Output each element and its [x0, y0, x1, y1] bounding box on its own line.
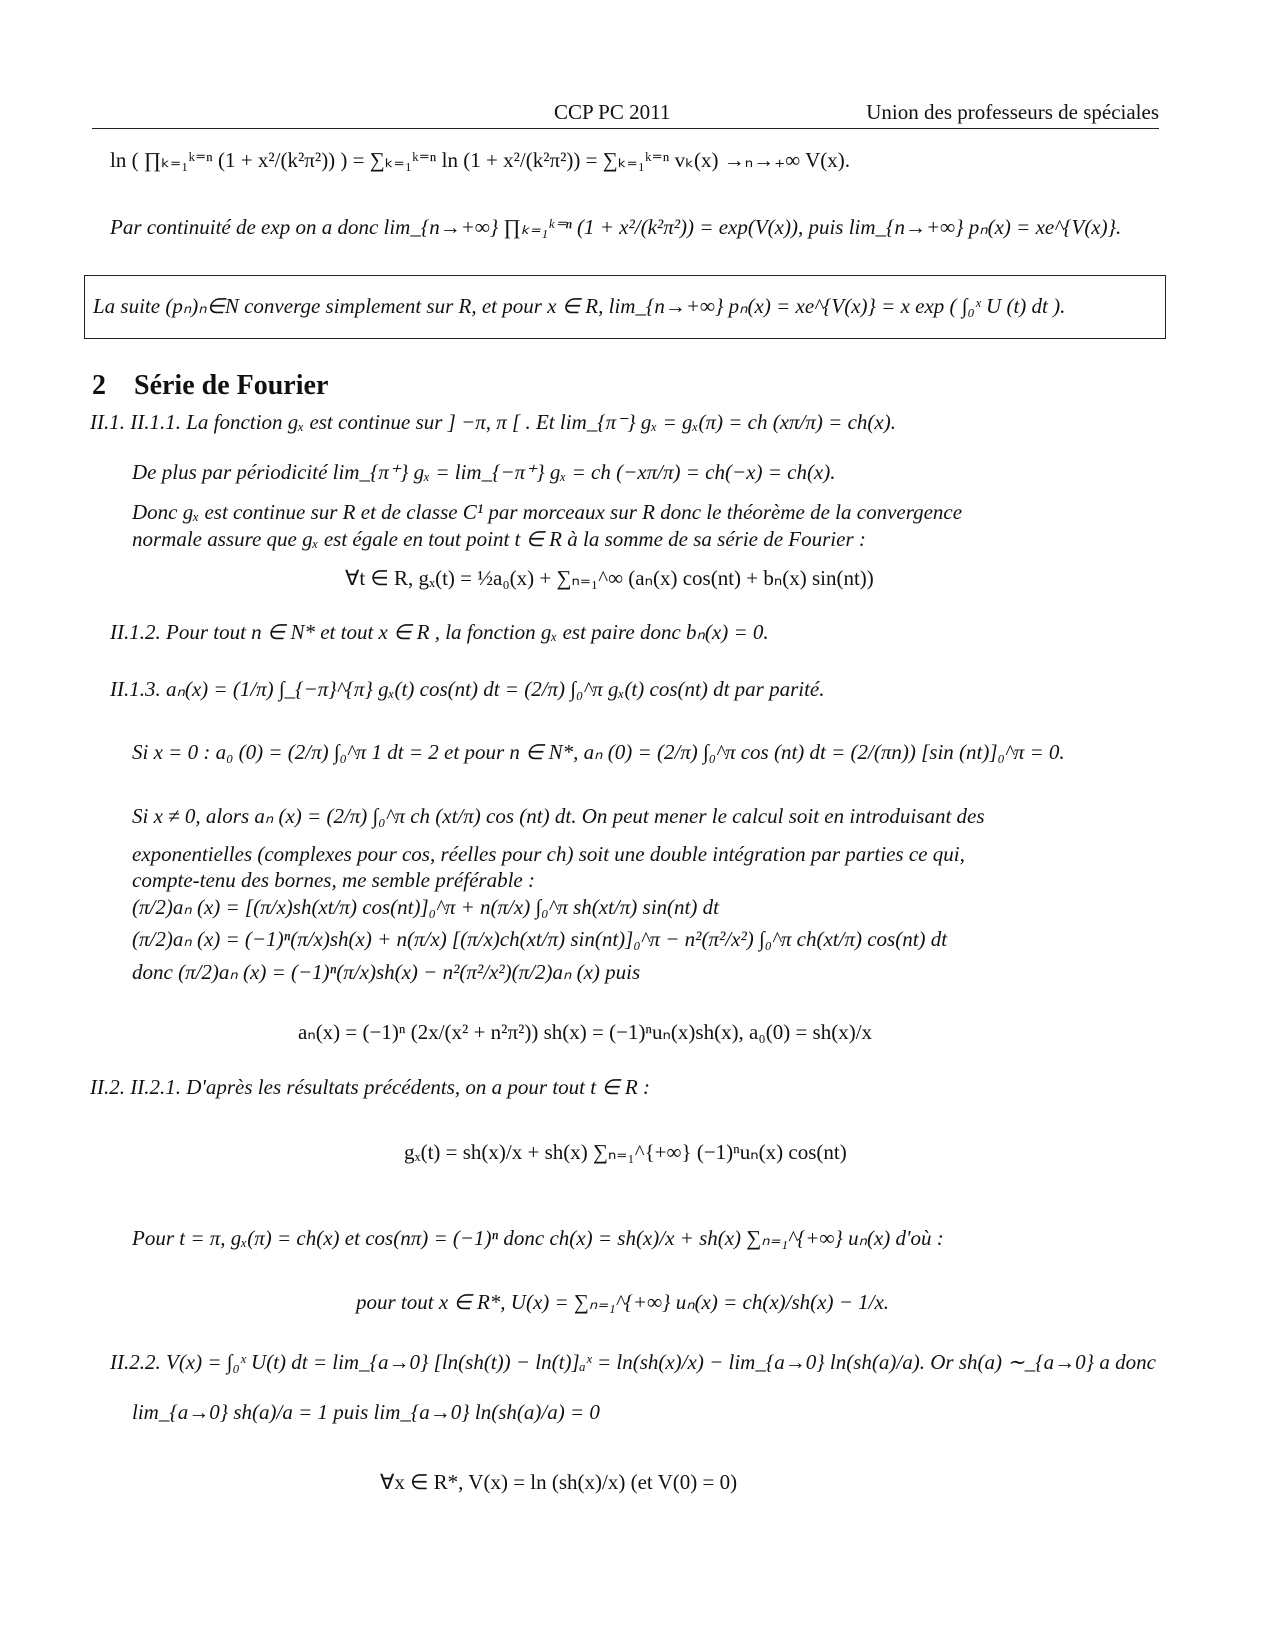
equation-fourier-series: ∀t ∈ R, gₓ(t) = ½a₀(x) + ∑ₙ₌₁^∞ (aₙ(x) cos(nt) + bₙ(x) sin(nt)) [345, 566, 874, 590]
text-case-x-zero: Si x = 0 : a₀ (0) = (2/π) ∫₀^π 1 dt = 2 et pour n ∈ N*, aₙ (0) = (2/π) ∫₀^π cos (nt) dt = (2/(πn)) [sin (nt)]₀^π = 0. [132, 740, 1065, 764]
equation-ipp-3: donc (π/2)aₙ (x) = (−1)ⁿ(π/x)sh(x) − n²(π²/x²)(π/2)aₙ (x) puis [132, 960, 641, 984]
result-box [84, 275, 1166, 339]
text-case-x-nonzero: Si x ≠ 0, alors aₙ (x) = (2/π) ∫₀^π ch (xt/π) cos (nt) dt. On peut mener le calcul soit en introduisant des [132, 804, 985, 828]
text-normal-convergence: normale assure que gₓ est égale en tout point t ∈ R à la somme de sa série de Fourier : [132, 527, 866, 551]
text-limit-sh: lim_{a→0} sh(a)/a = 1 puis lim_{a→0} ln(sh(a)/a) = 0 [132, 1400, 600, 1424]
equation-V-result: ∀x ∈ R*, V(x) = ln (sh(x)/x) (et V(0) = 0) [380, 1470, 738, 1494]
text-II-2-2: II.2.2. V(x) = ∫₀ˣ U(t) dt = lim_{a→0} [ln(sh(t)) − ln(t)]ₐˣ = ln(sh(x)/x) − lim_{a→0} ln(sh(a)/a). Or sh(a) ∼_{a→0} a donc [110, 1350, 1156, 1374]
text-exponentials: exponentielles (complexes pour cos, réelles pour ch) soit une double intégration par parties ce qui, [132, 842, 965, 866]
text-t-equals-pi: Pour t = π, gₓ(π) = ch(x) et cos(nπ) = (−1)ⁿ donc ch(x) = sh(x)/x + sh(x) ∑ₙ₌₁^{+∞} uₙ(x) d'où : [132, 1226, 944, 1250]
text-bounds: compte-tenu des bornes, me semble préférable : [132, 868, 535, 892]
header-right: Union des professeurs de spéciales [866, 100, 1159, 124]
equation-U-result: pour tout x ∈ R*, U(x) = ∑ₙ₌₁^{+∞} uₙ(x) = ch(x)/sh(x) − 1/x. [356, 1290, 890, 1314]
section-heading [92, 370, 328, 402]
equation-ipp-1: (π/2)aₙ (x) = [(π/x)sh(xt/π) cos(nt)]₀^π + n(π/x) ∫₀^π sh(xt/π) sin(nt) dt [132, 895, 719, 919]
text-continuity-class: Donc gₓ est continue sur R et de classe C¹ par morceaux sur R donc le théorème de la convergence [132, 500, 963, 524]
text-II-1-3: II.1.3. aₙ(x) = (1/π) ∫_{−π}^{π} gₓ(t) cos(nt) dt = (2/π) ∫₀^π gₓ(t) cos(nt) dt par parité. [110, 677, 825, 701]
equation-ipp-2: (π/2)aₙ (x) = (−1)ⁿ(π/x)sh(x) + n(π/x) [(π/x)ch(xt/π) sin(nt)]₀^π − n²(π²/x²) ∫₀^π ch(xt/π) cos(nt) dt [132, 927, 948, 951]
text-II-1-1: II.1. II.1.1. La fonction gₓ est continue sur ] −π, π [ . Et lim_{π⁻} gₓ = gₓ(π) = ch (xπ/π) = ch(x). [90, 410, 896, 434]
equation-gx-series: gₓ(t) = sh(x)/x + sh(x) ∑ₙ₌₁^{+∞} (−1)ⁿuₙ(x) cos(nt) [404, 1140, 847, 1164]
boxed-result-text: La suite (pₙ)ₙ∈N converge simplement sur R, et pour x ∈ R, lim_{n→+∞} pₙ(x) = xe^{V(x)} = x exp ( ∫₀ˣ U (t) dt ). [93, 294, 1066, 318]
page-header [92, 100, 1159, 129]
equation-an-result: aₙ(x) = (−1)ⁿ (2x/(x² + n²π²)) sh(x) = (−1)ⁿuₙ(x)sh(x), a₀(0) = sh(x)/x [298, 1020, 873, 1044]
text-periodicity: De plus par périodicité lim_{π⁺} gₓ = lim_{−π⁺} gₓ = ch (−xπ/π) = ch(−x) = ch(x). [132, 460, 836, 484]
section-number: 2 [92, 370, 106, 401]
text-II-2-1: II.2. II.2.1. D'après les résultats précédents, on a pour tout t ∈ R : [90, 1075, 650, 1099]
text-continuity-exp: Par continuité de exp on a donc lim_{n→+∞} ∏ₖ₌₁ᵏ⁼ⁿ (1 + x²/(k²π²)) = exp(V(x)), puis lim_{n→+∞} pₙ(x) = xe^{V(x)}. [110, 215, 1122, 239]
equation-ln-product: ln ( ∏ₖ₌₁ᵏ⁼ⁿ (1 + x²/(k²π²)) ) = ∑ₖ₌₁ᵏ⁼ⁿ ln (1 + x²/(k²π²)) = ∑ₖ₌₁ᵏ⁼ⁿ vₖ(x) →ₙ→₊∞ V(x). [110, 148, 850, 172]
text-II-1-2: II.1.2. Pour tout n ∈ N* et tout x ∈ R , la fonction gₓ est paire donc bₙ(x) = 0. [110, 620, 769, 644]
header-center: CCP PC 2011 [554, 100, 671, 124]
section-title: Série de Fourier [134, 370, 329, 401]
